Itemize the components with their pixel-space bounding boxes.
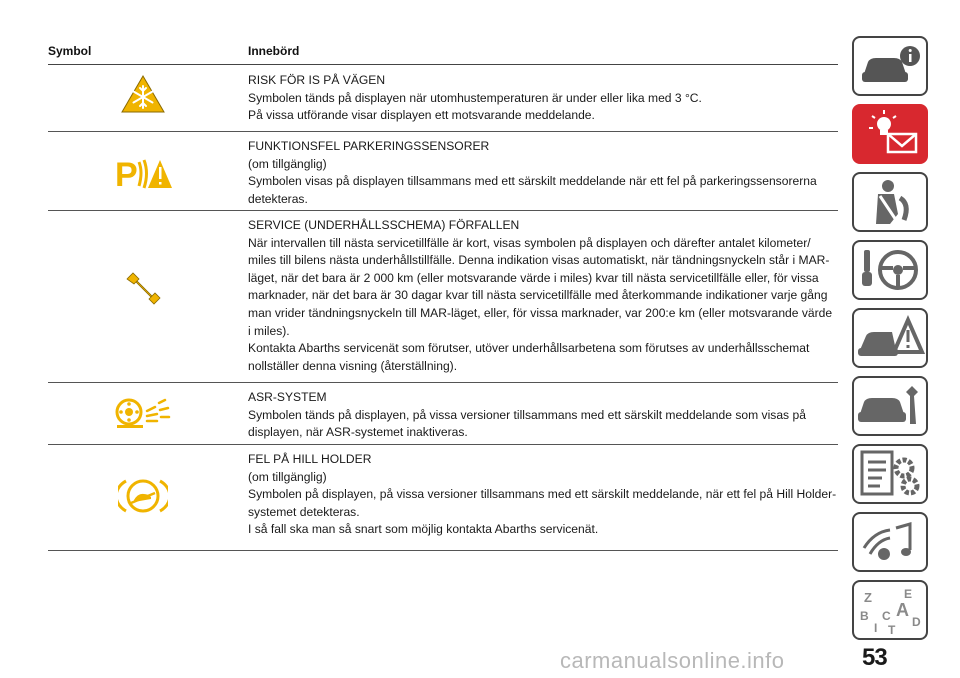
- row-description: Kontakta Abarths servicenät som förutser, utöver underhållsarbetena som förutses av underhållsschemat nollställer denna visning (återställning).: [248, 341, 810, 373]
- table-row: [48, 383, 838, 445]
- row-description: Symbolen tänds på displayen, på vissa versioner tillsammans med ett särskilt meddelande som visas på displayen, när ASR-systemet inaktiveras.: [248, 407, 806, 440]
- page-number: 53: [862, 644, 887, 671]
- maintenance-tab[interactable]: [852, 376, 928, 436]
- header-divider: [48, 64, 838, 65]
- index-letter: Z: [864, 590, 872, 605]
- watermark: carmanualsonline.info: [560, 648, 785, 673]
- index-letter: A: [896, 600, 909, 620]
- row-title: RISK FÖR IS PÅ VÄGEN: [248, 73, 386, 87]
- table-row: [48, 66, 838, 132]
- index-letter: T: [888, 623, 896, 637]
- row-title: FEL PÅ HILL HOLDER: [248, 452, 372, 466]
- index-letter: C: [882, 609, 891, 623]
- table-row: [48, 132, 838, 211]
- music-note-signal-icon: [854, 514, 926, 570]
- hill-holder-fault-icon: [48, 475, 238, 517]
- seatbelt-person-icon: [854, 174, 926, 230]
- table-row: [48, 211, 838, 383]
- index-letter: B: [860, 609, 869, 623]
- row-title: SERVICE (UNDERHÅLLSSCHEMA) FÖRFALLEN: [248, 218, 520, 232]
- meaning-column-header: Innebörd: [248, 44, 300, 58]
- row-description: (om tillgänglig): [248, 156, 327, 171]
- table-row: [48, 445, 838, 551]
- safety-tab[interactable]: [852, 172, 928, 232]
- document-gears-icon: [854, 446, 926, 502]
- car-info-icon: [854, 38, 926, 94]
- car-wrench-icon: [854, 378, 926, 434]
- row-description: På vissa utförande visar displayen ett motsvarande meddelande.: [248, 108, 595, 123]
- emergency-tab[interactable]: [852, 308, 928, 368]
- row-title: FUNKTIONSFEL PARKERINGSSENSORER: [248, 139, 490, 153]
- parking-sensor-fault-icon: [48, 154, 238, 190]
- warning-light-envelope-icon: [854, 106, 926, 162]
- index-tab[interactable]: [852, 580, 928, 640]
- steering-wheel-key-icon: [854, 242, 926, 298]
- row-description: (om tillgänglig): [248, 469, 327, 484]
- index-letter: E: [904, 587, 913, 601]
- warning-lights-tab[interactable]: [852, 104, 928, 164]
- row-title: ASR-SYSTEM: [248, 390, 327, 404]
- row-description: Symbolen tänds på displayen när utomhustemperaturen är under eller lika med 3 °C.: [248, 90, 702, 105]
- snowflake-icy-road-icon: [48, 74, 238, 114]
- index-letter: D: [912, 615, 921, 629]
- alphabet-index-icon: [854, 582, 926, 638]
- row-description: I så fall ska man så snart som möjlig kontakta Abarths servicenät.: [248, 522, 599, 537]
- symbol-column-header: Symbol: [48, 44, 92, 58]
- wrench-service-icon: [48, 267, 238, 307]
- svg-text:P: P: [115, 156, 138, 190]
- row-description: Symbolen visas på displayen tillsammans med ett särskilt meddelande när ett fel på parkeringssensorerna detekteras.: [248, 174, 817, 206]
- driving-tab[interactable]: [852, 240, 928, 300]
- asr-system-icon: [48, 397, 238, 429]
- car-info-tab[interactable]: [852, 36, 928, 96]
- row-description: Symbolen på displayen, på vissa versioner tillsammans med ett särskilt meddelande, när ett fel på Hill Holder-systemet detekteras.: [248, 487, 837, 519]
- row-description: När intervallen till nästa servicetillfälle är kort, visas symbolen på displayen och därefter antalet kilometer/ miles till bilens nästa underhållstillfälle. Denna indikation visas automatiskt, när tändningsnyckeln står i MAR-läget, när det bara är 2 000 km (eller motsvarande värde i miles) kvar till nästa servicetillfälle eller, för vissa marknader, när det bara är 30 dagar kvar till nästa servicetillfälle med återkommande indikationer varje gång man vrider tändningsnyckeln till MAR-läget, eller, för vissa marknader, var 200:e km (eller motsvarande värde i miles).: [248, 235, 833, 338]
- car-warning-triangle-icon: [854, 310, 926, 366]
- index-letter: I: [874, 621, 878, 635]
- technical-data-tab[interactable]: [852, 444, 928, 504]
- multimedia-tab[interactable]: [852, 512, 928, 572]
